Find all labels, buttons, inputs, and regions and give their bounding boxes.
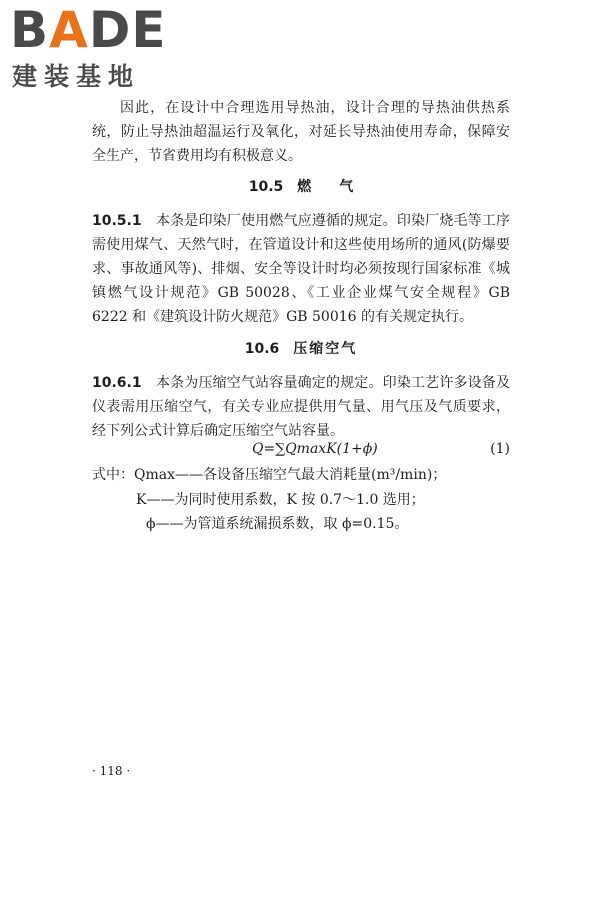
logo-wordmark: BADE (10, 1, 167, 59)
definition-phi: ϕ——为管道系统漏损系数，取 ϕ=0.15。 (146, 516, 409, 532)
section-number: 10.6 (244, 341, 280, 357)
section-number: 10.5 (248, 179, 284, 195)
section-heading-10-6 (92, 338, 510, 358)
definition-qmax: 式中：Qmax——各设备压缩空气最大消耗量(m³/min)； (92, 467, 447, 483)
bade-logo (10, 1, 180, 91)
definition-k: K——为同时使用系数，K 按 0.7～1.0 选用； (136, 492, 425, 508)
clause-text: 本条是印染厂使用燃气应遵循的规定。印染厂烧毛等工序需使用煤气、天然气时，在管道设计和这些使用场所的通风(防爆要求、事故通风等)、排烟、安全等设计时均必须按现行国家标准《城镇燃气设计规范》GB 50028、《工业企业煤气安全规程》GB 6222 和《建筑设计防火规范》GB 50016 的有关规定执行。 (92, 213, 511, 325)
section-heading-10-5 (92, 176, 510, 196)
clause-10-5-1 (92, 209, 510, 329)
formula-expression: Q=∑QmaxK(1+ϕ) (252, 441, 378, 457)
clause-text: 本条为压缩空气站容量确定的规定。印染工艺许多设备及仪表需用压缩空气，有关专业应提供用气量、用气压及气质要求，经下列公式计算后确定压缩空气站容量。 (92, 375, 511, 439)
clause-number: 10.6.1 (92, 375, 142, 391)
logo-chinese-name: 建装基地 (12, 62, 141, 91)
paragraph-conclusion: 因此，在设计中合理选用导热油，设计合理的导热油供热系统，防止导热油超温运行及氧化，对延长导热油使用寿命，保障安全生产，节省费用均有积极意义。 (92, 100, 510, 164)
formula-row (92, 441, 510, 463)
clause-number: 10.5.1 (92, 213, 142, 229)
section-title: 燃气 (297, 179, 382, 195)
page-number: · 118 · (92, 764, 131, 778)
formula-number: (1) (490, 441, 510, 457)
clause-10-6-1 (92, 371, 510, 443)
section-title: 压缩空气 (293, 341, 358, 357)
